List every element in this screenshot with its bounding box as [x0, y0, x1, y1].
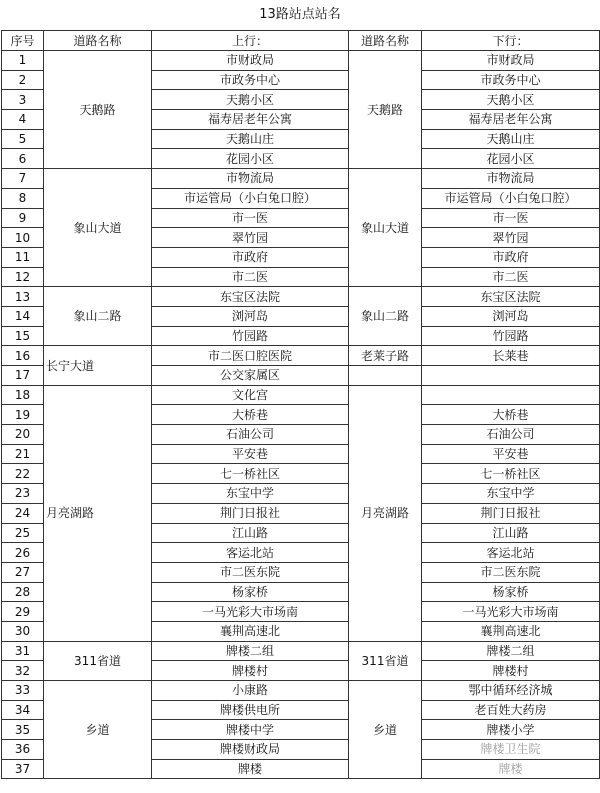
upbound-stop: 小康路 — [152, 681, 349, 701]
downbound-stop: 平安巷 — [422, 444, 600, 464]
table-row — [2, 385, 600, 405]
upbound-stop: 牌楼财政局 — [152, 740, 349, 760]
upbound-stop: 浏河岛 — [152, 306, 349, 326]
upbound-stop: 牌楼供电所 — [152, 700, 349, 720]
stop-number: 14 — [2, 306, 44, 326]
stop-number: 4 — [2, 110, 44, 130]
road-name-up: 天鹅路 — [44, 51, 152, 169]
upbound-stop: 牌楼 — [152, 759, 349, 779]
upbound-stop: 大桥巷 — [152, 405, 349, 425]
stop-number: 2 — [2, 70, 44, 90]
stop-number: 36 — [2, 740, 44, 760]
table-row — [2, 169, 600, 189]
upbound-stop: 市财政局 — [152, 51, 349, 71]
table-row — [2, 681, 600, 701]
table-body — [2, 51, 600, 779]
downbound-stop: 牌楼卫生院 — [422, 740, 600, 760]
upbound-stop: 石油公司 — [152, 425, 349, 445]
downbound-stop: 长莱巷 — [422, 346, 600, 366]
downbound-stop: 天鹅小区 — [422, 90, 600, 110]
downbound-stop: 客运北站 — [422, 543, 600, 563]
upbound-stop: 一马光彩大市场南 — [152, 602, 349, 622]
downbound-stop: 市财政局 — [422, 51, 600, 71]
downbound-stop: 竹园路 — [422, 326, 600, 346]
stop-number: 10 — [2, 228, 44, 248]
upbound-stop: 天鹅小区 — [152, 90, 349, 110]
upbound-stop: 市运管局（小白兔口腔） — [152, 188, 349, 208]
stop-number: 27 — [2, 562, 44, 582]
downbound-stop: 荆门日报社 — [422, 503, 600, 523]
stop-number: 22 — [2, 464, 44, 484]
downbound-stop: 江山路 — [422, 523, 600, 543]
header-downbound: 下行： — [422, 31, 600, 51]
road-name-down: 象山大道 — [349, 169, 422, 287]
downbound-stop: 鄂中循环经济城 — [422, 681, 600, 701]
downbound-stop: 市政务中心 — [422, 70, 600, 90]
table-row — [2, 641, 600, 661]
upbound-stop: 市二医东院 — [152, 562, 349, 582]
stop-number: 35 — [2, 720, 44, 740]
downbound-stop: 福寿居老年公寓 — [422, 110, 600, 130]
upbound-stop: 牌楼村 — [152, 661, 349, 681]
road-name-down: 天鹅路 — [349, 51, 422, 169]
upbound-stop: 客运北站 — [152, 543, 349, 563]
downbound-stop: 市二医东院 — [422, 562, 600, 582]
downbound-stop: 石油公司 — [422, 425, 600, 445]
downbound-stop: 牌楼二组 — [422, 641, 600, 661]
stop-number: 31 — [2, 641, 44, 661]
stop-number: 37 — [2, 759, 44, 779]
road-name-up: 乡道 — [44, 681, 152, 779]
downbound-stop: 大桥巷 — [422, 405, 600, 425]
upbound-stop: 福寿居老年公寓 — [152, 110, 349, 130]
table-row — [2, 346, 600, 366]
stop-number: 6 — [2, 149, 44, 169]
downbound-stop: 市运管局（小白兔口腔） — [422, 188, 600, 208]
upbound-stop: 文化宫 — [152, 385, 349, 405]
downbound-stop — [422, 366, 600, 386]
upbound-stop: 竹园路 — [152, 326, 349, 346]
downbound-stop: 一马光彩大市场南 — [422, 602, 600, 622]
road-name-up: 月亮湖路 — [44, 385, 152, 641]
header-road-up: 道路名称 — [44, 31, 152, 51]
upbound-stop: 牌楼中学 — [152, 720, 349, 740]
upbound-stop: 平安巷 — [152, 444, 349, 464]
downbound-stop: 花园小区 — [422, 149, 600, 169]
table-header-row — [2, 31, 600, 51]
stop-number: 33 — [2, 681, 44, 701]
downbound-stop — [422, 385, 600, 405]
road-name-down — [349, 366, 422, 386]
upbound-stop: 市政务中心 — [152, 70, 349, 90]
stop-number: 29 — [2, 602, 44, 622]
downbound-stop: 天鹅山庄 — [422, 129, 600, 149]
stop-number: 19 — [2, 405, 44, 425]
upbound-stop: 翠竹园 — [152, 228, 349, 248]
stop-number: 1 — [2, 51, 44, 71]
downbound-stop: 老百姓大药房 — [422, 700, 600, 720]
upbound-stop: 市物流局 — [152, 169, 349, 189]
stop-number: 17 — [2, 366, 44, 386]
downbound-stop: 牌楼村 — [422, 661, 600, 681]
upbound-stop: 杨家桥 — [152, 582, 349, 602]
downbound-stop: 市二医 — [422, 267, 600, 287]
header-upbound: 上行： — [152, 31, 349, 51]
downbound-stop: 东宝中学 — [422, 484, 600, 504]
header-road-down: 道路名称 — [349, 31, 422, 51]
stop-number: 24 — [2, 503, 44, 523]
upbound-stop: 花园小区 — [152, 149, 349, 169]
upbound-stop: 襄荆高速北 — [152, 621, 349, 641]
road-name-down: 老莱子路 — [349, 346, 422, 366]
downbound-stop: 市一医 — [422, 208, 600, 228]
downbound-stop: 杨家桥 — [422, 582, 600, 602]
stop-number: 3 — [2, 90, 44, 110]
road-name-up: 311省道 — [44, 641, 152, 680]
upbound-stop: 七一桥社区 — [152, 464, 349, 484]
downbound-stop: 牌楼小学 — [422, 720, 600, 740]
stop-number: 32 — [2, 661, 44, 681]
upbound-stop: 江山路 — [152, 523, 349, 543]
downbound-stop: 七一桥社区 — [422, 464, 600, 484]
road-name-down: 乡道 — [349, 681, 422, 779]
downbound-stop: 市政府 — [422, 247, 600, 267]
upbound-stop: 市政府 — [152, 247, 349, 267]
stop-number: 28 — [2, 582, 44, 602]
table-row — [2, 287, 600, 307]
bus-stop-table — [1, 30, 600, 779]
road-name-up: 象山大道 — [44, 169, 152, 287]
upbound-stop: 市二医口腔医院 — [152, 346, 349, 366]
upbound-stop: 牌楼二组 — [152, 641, 349, 661]
stop-number: 23 — [2, 484, 44, 504]
table-row — [2, 51, 600, 71]
upbound-stop: 市二医 — [152, 267, 349, 287]
stop-number: 18 — [2, 385, 44, 405]
stop-number: 7 — [2, 169, 44, 189]
downbound-stop: 东宝区法院 — [422, 287, 600, 307]
downbound-stop: 市物流局 — [422, 169, 600, 189]
road-name-up: 长宁大道 — [44, 346, 152, 385]
stop-number: 26 — [2, 543, 44, 563]
stop-number: 5 — [2, 129, 44, 149]
stop-number: 21 — [2, 444, 44, 464]
stop-number: 30 — [2, 621, 44, 641]
downbound-stop: 翠竹园 — [422, 228, 600, 248]
stop-number: 8 — [2, 188, 44, 208]
stop-number: 11 — [2, 247, 44, 267]
downbound-stop: 牌楼 — [422, 759, 600, 779]
header-number: 序号 — [2, 31, 44, 51]
road-name-down: 311省道 — [349, 641, 422, 680]
upbound-stop: 天鹅山庄 — [152, 129, 349, 149]
downbound-stop: 浏河岛 — [422, 306, 600, 326]
upbound-stop: 公交家属区 — [152, 366, 349, 386]
stop-number: 13 — [2, 287, 44, 307]
stop-number: 34 — [2, 700, 44, 720]
stop-number: 20 — [2, 425, 44, 445]
upbound-stop: 荆门日报社 — [152, 503, 349, 523]
stop-number: 16 — [2, 346, 44, 366]
road-name-up: 象山二路 — [44, 287, 152, 346]
upbound-stop: 东宝中学 — [152, 484, 349, 504]
page-title: 13路站点站名 — [259, 7, 341, 22]
stop-number: 9 — [2, 208, 44, 228]
downbound-stop: 襄荆高速北 — [422, 621, 600, 641]
stop-number: 15 — [2, 326, 44, 346]
stop-number: 25 — [2, 523, 44, 543]
upbound-stop: 东宝区法院 — [152, 287, 349, 307]
upbound-stop: 市一医 — [152, 208, 349, 228]
stop-number: 12 — [2, 267, 44, 287]
road-name-down: 象山二路 — [349, 287, 422, 346]
road-name-down: 月亮湖路 — [349, 385, 422, 641]
